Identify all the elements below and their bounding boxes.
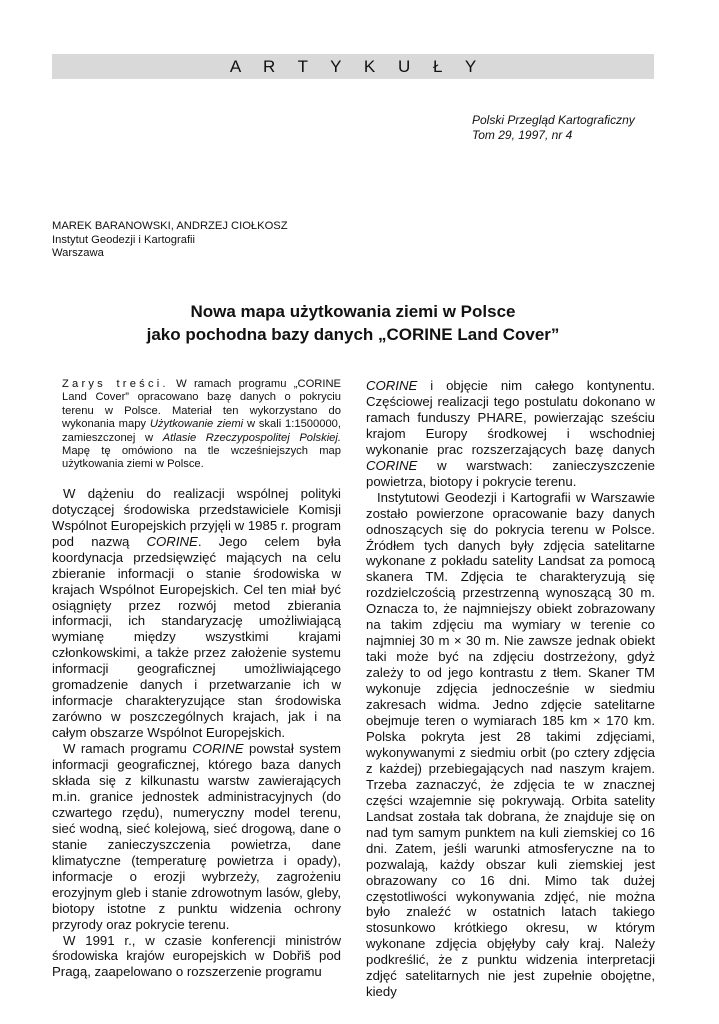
author-city: Warszawa	[52, 247, 104, 259]
abstract-label: Zarys treści.	[62, 378, 169, 390]
title-line-1: Nowa mapa użytkowania ziemi w Polsce	[190, 302, 516, 321]
text-run: w warstwach: zanieczyszczenie powietrza, biotopy i pokrycie terenu.	[366, 457, 655, 489]
section-header-band	[52, 54, 654, 79]
right-paragraph-1	[366, 378, 655, 490]
abstract-text-1: W ramach programu „CORINE Land Cover” opracowano bazę danych o pokryciu terenu w Polsce. Materiał ten wykorzystano do wykonania mapy	[62, 378, 342, 431]
italic-run: CORINE	[366, 457, 418, 473]
italic-run: CORINE	[192, 741, 244, 757]
abstract-text-3: Mapę tę omówiono na tle wcześniejszych map użytkowania ziemi w Polsce.	[62, 445, 341, 471]
article-title	[52, 300, 654, 346]
abstract	[52, 378, 341, 472]
section-label: A R T Y K U Ł Y	[229, 56, 486, 76]
journal-name: Polski Przegląd Kartograficzny	[472, 113, 635, 127]
abstract-text-2: w skali 1:1500000, zamieszczonej w	[62, 418, 342, 444]
left-paragraph-1	[52, 486, 341, 741]
author-block	[52, 220, 392, 261]
title-line-2: jako pochodna bazy danych „CORINE Land Cover”	[146, 325, 560, 344]
text-run: W ramach programu	[63, 741, 193, 757]
abstract-italic-2: Atlasie Rzeczypospolitej Polskiej.	[162, 431, 341, 444]
left-paragraph-3: W 1991 r., w czasie konferencji ministrów środowiska krajów europejskich w Dobřiš pod Pragą, zaapelowano o rozszerzenie programu	[52, 932, 341, 980]
text-run: W dążeniu do realizacji wspólnej polityki dotyczącej środowiska przedstawiciele Komisji Wspólnot Europejskich przyjęli w 1985 r. program pod nazwą	[52, 485, 341, 549]
right-paragraph-2: Instytutowi Geodezji i Kartografii w Warszawie zostało powierzone opracowanie bazy danych odnoszących się do pokrycia terenu w Polsce. Źródłem tych danych były zdjęcia satelitarne wykonane z pokładu satelity Landsat za pomocą skanera TM. Zdjęcia te charakteryzują się rozdzielczością przestrzenną wynoszącą 30 m. Oznacza to, że najmniejszy obiekt zobrazowany na takim zdjęciu ma wymiary w terenie co najmniej 30 m × 30 m. Nie zawsze jednak obiekt taki może być na zdjęciu dostrzeżony, gdyż zależy to od jego kontrastu z tłem. Skaner TM wykonuje zdjęcia jednocześnie w siedmiu zakresach widma. Jedno zdjęcie satelitarne obejmuje teren o wymiarach 185 km × 170 km. Polska pokryta jest 28 takimi zdjęciami, wykonywanymi z siedmiu orbit (po cztery zdjęcia z każdej) przebiegających nad naszym krajem. Trzeba zaznaczyć, że zdjęcia te w znacznej części wzajemnie się pokrywają. Orbita satelity Landsat została tak dobrana, że znajduje się on nad tym samym punktem na kuli ziemskiej co 16 dni. Zatem, jeśli warunki atmosferyczne na to pozwalają, każdy obszar kuli ziemskiej jest obrazowany co 16 dni. Mimo tak dużej częstotliwości wykonywania zdjęć, nie można było znaleźć w ostatnich latach takiego stosunkowo krótkiego okresu, w którym wykonane zdjęcia objęłyby cały kraj. Należy podkreślić, że z punktu widzenia interpretacji zdjęć satelitarnych nie jest zupełnie obojętne, kiedy	[366, 489, 655, 1000]
text-run: . Jego celem była koordynacja przedsięwzięć mających na celu zbieranie informacji o stanie środowiska w krajach Wspólnot Europejskich. Cel ten miał być osiągnięty przez rozwój metod zbierania informacji, ich standaryzację umożliwiającą wymianę między wszystkimi krajami członkowskimi, a także przez założenie systemu informacji geograficznej umożliwiającego gromadzenie danych i przetwarzanie ich w informacje charakteryzujące stan środowiska zarówno w poszczególnych krajach, jak i na całym obszarze Wspólnot Europejskich.	[52, 533, 342, 741]
right-column	[366, 378, 655, 1000]
left-column	[52, 378, 341, 980]
journal-volume: Tom 29, 1997, nr 4	[472, 128, 573, 142]
italic-run: CORINE	[146, 533, 198, 549]
author-institute: Instytut Geodezji i Kartografii	[52, 233, 196, 246]
abstract-italic-1: Użytkowanie ziemi	[149, 418, 244, 431]
journal-info	[472, 113, 672, 143]
text-run: i objęcie nim całego kontynentu. Częściowej realizacji tego postulatu dokonano w ramach funduszy PHARE, powierzając sześciu krajom Europy środkowej i wschodniej wykonanie prac rozszerzających bazę danych	[366, 378, 655, 457]
author-names: MAREK BARANOWSKI, ANDRZEJ CIOŁKOSZ	[52, 220, 288, 232]
text-run: powstał system informacji geograficznej, którego baza danych składa się z kilkunastu warstw zawierających m.in. granice jednostek administracyjnych (do czwartego rzędu), numeryczny model terenu, sieć wodną, sieć kolejową, sieć drogową, dane o stanie zanieczyszczenia powietrza, dane klimatyczne (temperaturę powietrza i opady), informacje o erozji wybrzeży, zagrożeniu erozyjnym gleb i stanie zdrowotnym lasów, gleby, biotopy istotne z punktu widzenia ochrony przyrody oraz pokrycie terenu.	[52, 741, 341, 932]
italic-run: CORINE	[366, 378, 418, 393]
left-paragraph-2	[52, 741, 341, 932]
